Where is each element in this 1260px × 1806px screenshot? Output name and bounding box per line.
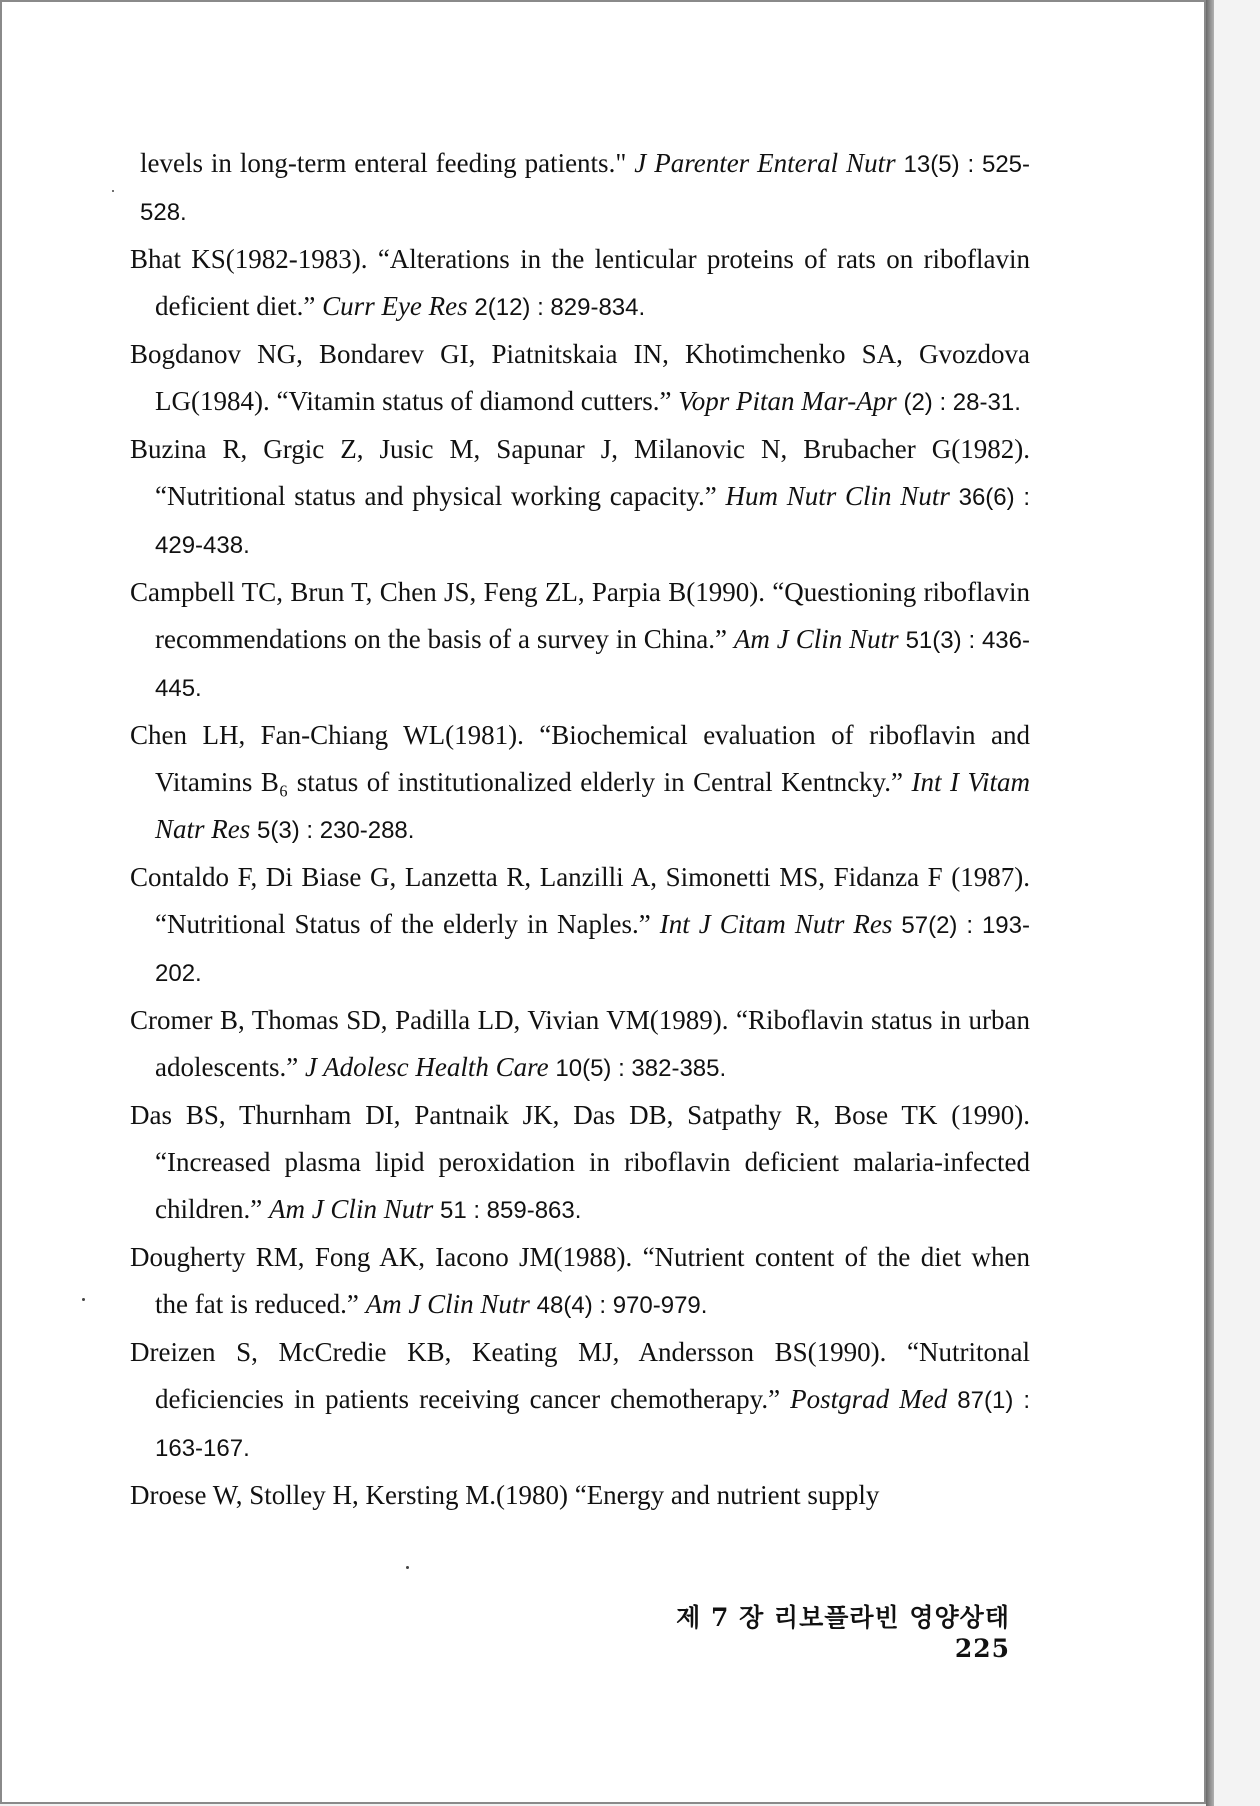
- ref-journal: J Parenter Enteral Nutr: [634, 148, 896, 178]
- ref-text: Buzina R, Grgic Z, Jusic M, Sapunar J, Milanovic N, Brubacher G(1982). “Nutritional status and physical working capacity.”: [130, 434, 1030, 511]
- ref-text: Contaldo F, Di Biase G, Lanzetta R, Lanzilli A, Simonetti MS, Fidanza F (1987). “Nutritional Status of the elderly in Naples.”: [130, 862, 1030, 939]
- chapter-title: 제 7 장 리보플라빈 영양상태: [676, 1603, 1010, 1632]
- reference-item: [130, 331, 1030, 426]
- ref-text: Dougherty RM, Fong AK, Iacono JM(1988). “Nutrient content of the diet when the fat is reduced.”: [130, 1242, 1030, 1319]
- ref-journal: Am J Clin Nutr: [733, 624, 899, 654]
- scan-speck: [82, 1298, 85, 1301]
- page-footer: [640, 1598, 1010, 1663]
- ref-citation: 2(12) : 829-834.: [474, 294, 646, 321]
- ref-text: Bogdanov NG, Bondarev GI, Piatnitskaia IN, Khotimchenko SA, Gvozdova LG(1984). “Vitamin status of diamond cutters.”: [130, 339, 1030, 416]
- ref-citation: 36(6) : 429-438.: [155, 484, 1030, 559]
- ref-journal: Curr Eye Res: [322, 291, 468, 321]
- ref-journal: Int I Vitam Natr Res: [155, 767, 1030, 844]
- ref-text: Cromer B, Thomas SD, Padilla LD, Vivian VM(1989). “Riboflavin status in urban adolescents.”: [130, 1005, 1030, 1082]
- ref-journal: Vopr Pitan Mar-Apr: [678, 386, 897, 416]
- page-edge-shadow: [1206, 0, 1214, 1806]
- reference-item: [130, 236, 1030, 331]
- reference-item: [130, 426, 1030, 569]
- ref-text: Campbell TC, Brun T, Chen JS, Feng ZL, Parpia B(1990). “Questioning riboflavin recommendations on the basis of a survey in China.”: [130, 577, 1030, 654]
- reference-item: [130, 1472, 1030, 1520]
- ref-citation: (2) : 28-31.: [903, 389, 1021, 416]
- ref-text: Chen LH, Fan-Chiang WL(1981). “Biochemical evaluation of riboflavin and Vitamins B₆ status of institutionalized elderly in Central Kentncky.”: [130, 720, 1030, 797]
- ref-journal: J Adolesc Health Care: [304, 1052, 549, 1082]
- ref-citation: 87(1) : 163-167.: [155, 1387, 1030, 1462]
- reference-item: [130, 1234, 1030, 1329]
- ref-citation: 51 : 859-863.: [439, 1197, 582, 1224]
- ref-citation: 57(2) : 193-202.: [155, 912, 1030, 987]
- ref-journal: Am J Clin Nutr: [365, 1289, 530, 1319]
- reference-list: [130, 140, 1030, 1520]
- ref-text: levels in long-term enteral feeding patients.": [140, 148, 635, 178]
- scan-speck: [406, 1566, 409, 1569]
- ref-citation: 13(5) : 525-528.: [140, 151, 1031, 226]
- page-number: 225: [954, 1634, 1010, 1663]
- reference-item: [130, 997, 1030, 1092]
- scan-speck: [112, 190, 114, 192]
- reference-item: [130, 569, 1030, 712]
- ref-text: Das BS, Thurnham DI, Pantnaik JK, Das DB, Satpathy R, Bose TK (1990). “Increased plasma lipid peroxidation in riboflavin deficient malaria-infected children.”: [130, 1100, 1030, 1224]
- ref-text: Dreizen S, McCredie KB, Keating MJ, Andersson BS(1990). “Nutritonal deficiencies in patients receiving cancer chemotherapy.”: [130, 1337, 1030, 1414]
- ref-journal: Postgrad Med: [790, 1384, 948, 1414]
- reference-item: [130, 854, 1030, 997]
- ref-journal: Int J Citam Nutr Res: [659, 909, 893, 939]
- reference-item: [130, 1329, 1030, 1472]
- ref-journal: Am J Clin Nutr: [268, 1194, 434, 1224]
- ref-journal: Hum Nutr Clin Nutr: [725, 481, 950, 511]
- ref-citation: 48(4) : 970-979.: [536, 1292, 708, 1319]
- ref-citation: 10(5) : 382-385.: [555, 1055, 727, 1082]
- reference-item: [130, 140, 1030, 236]
- ref-text: Droese W, Stolley H, Kersting M.(1980) “Energy and nutrient supply: [130, 1480, 880, 1510]
- ref-text: Bhat KS(1982-1983). “Alterations in the lenticular proteins of rats on riboflavin deficient diet.”: [130, 244, 1030, 321]
- ref-citation: 51(3) : 436-445.: [155, 627, 1030, 702]
- reference-item: [130, 1092, 1030, 1234]
- ref-citation: 5(3) : 230-288.: [257, 817, 415, 844]
- reference-item: [130, 712, 1030, 854]
